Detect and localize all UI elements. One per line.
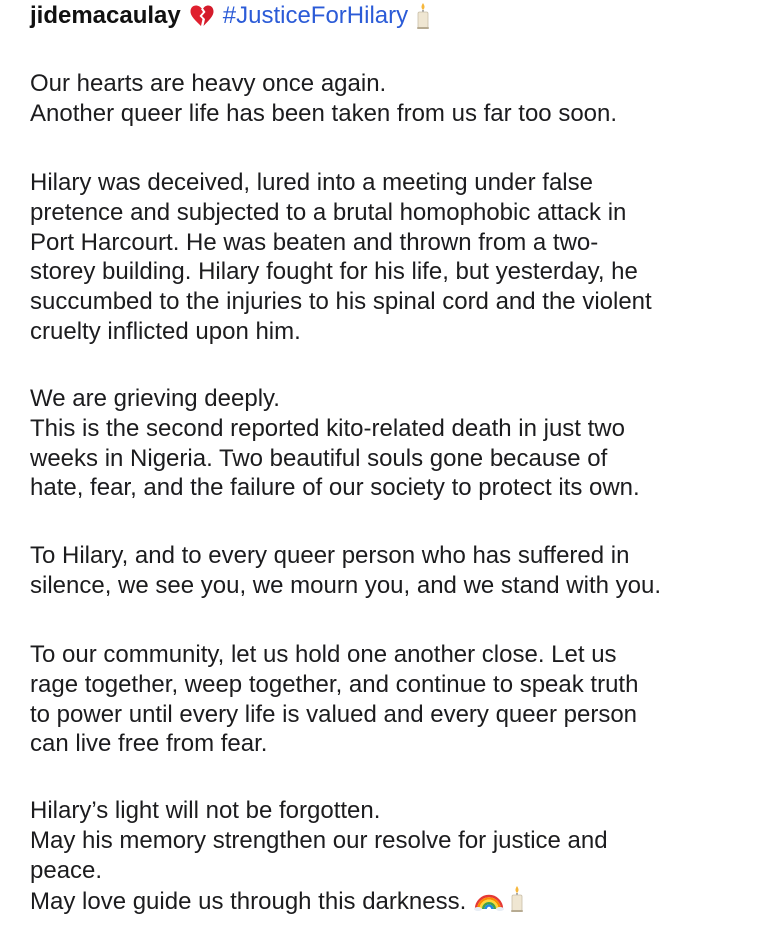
post-header — [30, 0, 432, 32]
rainbow-icon — [474, 889, 504, 911]
paragraph-4 — [30, 541, 661, 601]
paragraph-1 — [30, 69, 617, 129]
caption-line: succumbed to the injuries to his spinal cord and the violent — [30, 288, 652, 316]
paragraph-3 — [30, 384, 640, 503]
paragraph-5 — [30, 640, 638, 759]
candle-icon — [414, 2, 432, 30]
caption-line: cruelty inflicted upon him. — [30, 317, 301, 345]
caption-line: We are grieving deeply. — [30, 385, 280, 412]
caption-line: peace. — [30, 856, 103, 884]
caption-line: pretence and subjected to a brutal homophobic attack in — [30, 198, 627, 226]
caption-line: This is the second reported kito-related death in just two — [30, 414, 625, 442]
caption-line-closing — [30, 885, 608, 917]
caption-line: May his memory strengthen our resolve for justice and — [30, 826, 608, 854]
caption-line: Another queer life has been taken from us far too soon. — [30, 99, 618, 127]
hashtag-link[interactable]: #JusticeForHilary — [222, 2, 409, 29]
username-link[interactable]: jidemacaulay — [30, 2, 181, 29]
paragraph-6 — [30, 796, 608, 917]
caption-line: Hilary’s light will not be forgotten. — [30, 797, 381, 824]
broken-heart-icon — [189, 4, 215, 28]
caption-line: Hilary was deceived, lured into a meeting under false — [30, 169, 593, 196]
caption-line: weeks in Nigeria. Two beautiful souls gone because of — [30, 444, 608, 472]
caption-line: rage together, weep together, and continue to speak truth — [30, 670, 639, 698]
caption-line: can live free from fear. — [30, 730, 268, 758]
paragraph-2 — [30, 168, 652, 347]
closing-text: May love guide us through this darkness. — [30, 888, 467, 916]
caption-line: To Hilary, and to every queer person who has suffered in — [30, 542, 630, 569]
caption-line: hate, fear, and the failure of our society to protect its own. — [30, 474, 640, 502]
caption-line: to power until every life is valued and every queer person — [30, 700, 638, 728]
caption-line: silence, we see you, we mourn you, and we stand with you. — [30, 571, 662, 599]
caption-line: Port Harcourt. He was beaten and thrown from a two- — [30, 228, 599, 256]
caption-line: storey building. Hilary fought for his life, but yesterday, he — [30, 258, 638, 286]
caption-line: To our community, let us hold one another close. Let us — [30, 641, 617, 668]
candle-icon — [508, 885, 526, 913]
caption-line: Our hearts are heavy once again. — [30, 70, 387, 97]
